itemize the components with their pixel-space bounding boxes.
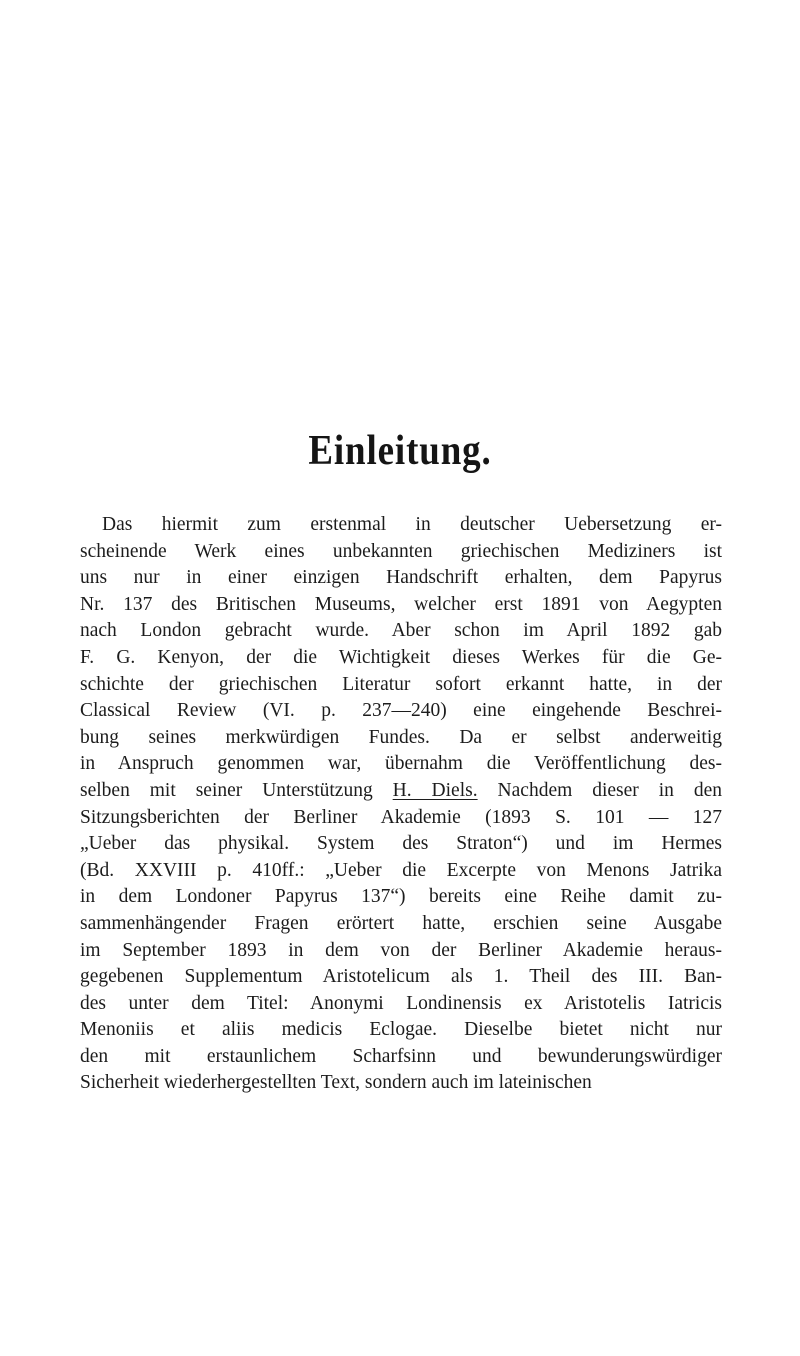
text-segment: Nachdem dieser in den [477,779,722,801]
text-line: Nr. 137 des Britischen Museums, welcher erst 1891 von Aegypten [80,593,722,615]
text-line: F. G. Kenyon, der die Wichtigkeit dieses Werkes für die Ge- [80,646,722,668]
text-line: Das hiermit zum erstenmal in deutscher Uebersetzung er- [102,514,722,535]
text-line: gegebenen Supplementum Aristotelicum als 1. Theil des III. Ban- [80,966,722,988]
text-line: Sicherheit wiederhergestellten Text, sondern auch im lateinischen [80,1072,592,1094]
text-line: den mit erstaunlichem Scharfsinn und bewunderungswürdiger [80,1045,722,1067]
text-line: Sitzungsberichten der Berliner Akademie (1893 S. 101 — 127 [80,806,722,828]
text-line: Menoniis et aliis medicis Eclogae. Dieselbe bietet nicht nur [80,1019,722,1041]
text-line: „Ueber das physikal. System des Straton“) und im Hermes [80,833,722,855]
author-name-underlined: H. Diels. [392,779,478,801]
chapter-heading: Einleitung. [308,428,492,474]
text-line: Classical Review (VI. p. 237—240) eine eingehende Beschrei- [80,700,722,722]
text-line: scheinende Werk eines unbekannten griechischen Mediziners ist [80,540,722,562]
text-segment: selben mit seiner Unterstützung [80,779,393,801]
text-line: sammenhängender Fragen erörtert hatte, erschien seine Ausgabe [80,912,722,934]
text-line: in dem Londoner Papyrus 137“) bereits eine Reihe damit zu- [80,886,722,908]
text-line: des unter dem Titel: Anonymi Londinensis ex Aristotelis Iatricis [80,992,722,1014]
text-line: (Bd. XXVIII p. 410ff.: „Ueber die Excerpte von Menons Jatrika [80,859,722,881]
text-line: uns nur in einer einzigen Handschrift erhalten, dem Papyrus [80,567,722,589]
text-line: schichte der griechischen Literatur sofort erkannt hatte, in der [80,673,722,695]
text-line: in Anspruch genommen war, übernahm die Veröffentlichung des- [80,753,722,775]
text-line: im September 1893 in dem von der Berliner Akademie heraus- [80,939,722,961]
text-line: bung seines merkwürdigen Fundes. Da er selbst anderweitig [80,726,722,748]
body-paragraph [80,512,722,1097]
text-line: nach London gebracht wurde. Aber schon im April 1892 gab [80,620,722,642]
text-line [80,778,722,805]
